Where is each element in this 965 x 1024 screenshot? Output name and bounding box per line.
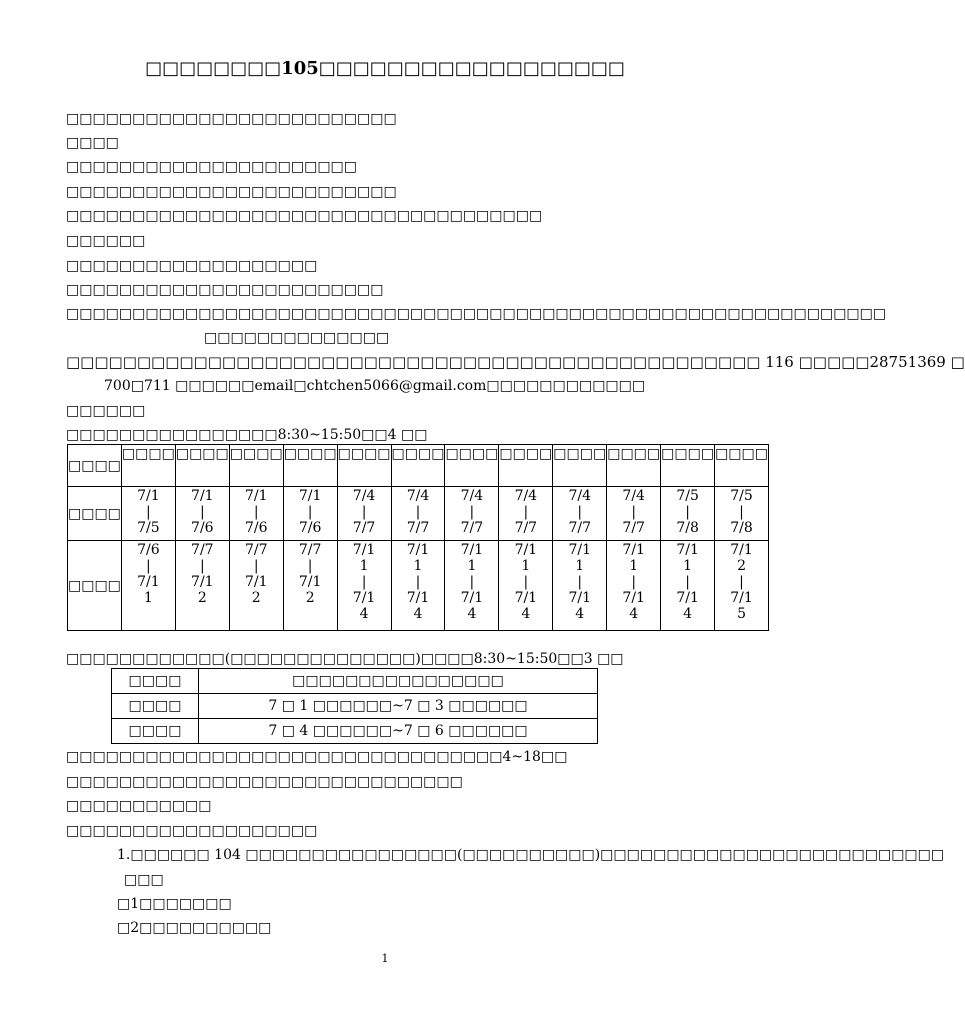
text-line: □2□□□□□□□□□□ bbox=[117, 920, 272, 936]
date-cell: 7/1 1 | 7/1 4 bbox=[445, 541, 499, 631]
text-line: □□□ bbox=[124, 872, 164, 888]
date-cell: 7/7 | 7/1 2 bbox=[175, 541, 229, 631]
table-header-cell: □□□□ bbox=[445, 445, 499, 487]
text-line: □□□□□□ bbox=[66, 233, 146, 249]
text-line: □□□□□□□□□□□□□□□□□□□□□□□□□□□□□□□□□□□□□□□□□□□□□□□□□ 116 □□□□□28751369 □ bbox=[66, 353, 965, 371]
date-cell: 7/1 2 | 7/1 5 bbox=[715, 541, 769, 631]
date-cell: 7/4 | 7/7 bbox=[499, 487, 553, 541]
table-header-cell: □□□□ bbox=[715, 445, 769, 487]
table-cell: 7 □ 4 □□□□□□~7 □ 6 □□□□□□ bbox=[199, 719, 598, 744]
text-line: 1.□□□□□□ 104 □□□□□□□□□□□□□□□□(□□□□□□□□□□)□□□□□□□□□□□□□□□□□□□□□□□□□□ bbox=[117, 847, 945, 863]
document-title: □□□□□□□□105□□□□□□□□□□□□□□□□□□ bbox=[145, 58, 625, 79]
text-line: □□□□□□□□□□□□□□□□□□□ bbox=[66, 823, 318, 839]
schedule-table bbox=[67, 444, 769, 631]
date-cell: 7/1 1 | 7/1 4 bbox=[607, 541, 661, 631]
row-label: □□□□ bbox=[68, 541, 122, 631]
row-label: □□□□ bbox=[68, 487, 122, 541]
table-header-cell: □□□□ bbox=[337, 445, 391, 487]
date-cell: 7/1 | 7/6 bbox=[229, 487, 283, 541]
table-header-cell: □□□□ bbox=[68, 445, 122, 487]
table-header-cell: □□□□ bbox=[391, 445, 445, 487]
date-cell: 7/1 1 | 7/1 4 bbox=[337, 541, 391, 631]
text-line: □□□□□□□□□□□□□□□□□□□□□□ bbox=[66, 159, 358, 175]
table-header-cell: □□□□ bbox=[499, 445, 553, 487]
date-cell: 7/1 1 | 7/1 4 bbox=[553, 541, 607, 631]
session-table bbox=[111, 668, 598, 744]
date-cell: 7/4 | 7/7 bbox=[607, 487, 661, 541]
text-line: □□□□□□□□□□□□□□□□□□□□□□□□□ bbox=[66, 111, 397, 127]
date-cell: 7/4 | 7/7 bbox=[445, 487, 499, 541]
date-cell: 7/4 | 7/7 bbox=[553, 487, 607, 541]
table-cell: 7 □ 1 □□□□□□~7 □ 3 □□□□□□ bbox=[199, 694, 598, 719]
text-line: □□□□□□□□□□□□□□□□□□□□□□□□□□□□□□□□□4~18□□ bbox=[66, 749, 568, 765]
text-line: □□□□□□□□□□□□□□□□□□□ bbox=[66, 258, 318, 274]
date-cell: 7/1 | 7/5 bbox=[121, 487, 175, 541]
text-line: □1□□□□□□□ bbox=[117, 896, 232, 912]
date-cell: 7/4 | 7/7 bbox=[337, 487, 391, 541]
date-cell: 7/1 1 | 7/1 4 bbox=[661, 541, 715, 631]
table-header-cell: □□□□ bbox=[229, 445, 283, 487]
text-line: □□□□□□□□□□□□□□□□□□□□□□□□□□□□□□ bbox=[66, 774, 463, 790]
text-line: □□□□□□□□□□□□□□□□□□□□□□□□□□□□□□□□□□□□□□□□□□□□□□□□□□□□□□□□□□□□□□ bbox=[66, 306, 887, 322]
page-number: 1 bbox=[381, 952, 389, 965]
table-header-cell: □□□□ bbox=[175, 445, 229, 487]
date-cell: 7/7 | 7/1 2 bbox=[283, 541, 337, 631]
date-cell: 7/7 | 7/1 2 bbox=[229, 541, 283, 631]
date-cell: 7/5 | 7/8 bbox=[715, 487, 769, 541]
text-line: □□□□□□□□□□□□□□□□□□□□□□□□□□□□□□□□□□□□ bbox=[66, 208, 543, 224]
date-cell: 7/5 | 7/8 bbox=[661, 487, 715, 541]
text-line: □□□□□□ bbox=[66, 403, 146, 419]
date-cell: 7/1 1 | 7/1 4 bbox=[391, 541, 445, 631]
date-cell: 7/6 | 7/1 1 bbox=[121, 541, 175, 631]
text-line: □□□□□□□□□□□□(□□□□□□□□□□□□□□)□□□□8:30~15:50□□3 □□ bbox=[66, 651, 624, 667]
table-header-cell: □□□□ bbox=[112, 669, 199, 694]
date-cell: 7/1 | 7/6 bbox=[283, 487, 337, 541]
table-cell: □□□□ bbox=[112, 719, 199, 744]
date-cell: 7/1 1 | 7/1 4 bbox=[499, 541, 553, 631]
table-cell: □□□□ bbox=[112, 694, 199, 719]
table-header-cell: □□□□ bbox=[283, 445, 337, 487]
text-line: □□□□□□□□□□□□□□□□□□□□□□□□□ bbox=[66, 184, 397, 200]
table-header-cell: □□□□ bbox=[607, 445, 661, 487]
text-line: □□□□□□□□□□□□□□ bbox=[204, 330, 390, 346]
text-line: □□□□ bbox=[66, 135, 119, 151]
table-header-cell: □□□□ bbox=[553, 445, 607, 487]
date-cell: 7/4 | 7/7 bbox=[391, 487, 445, 541]
table-header-cell: □□□□ bbox=[121, 445, 175, 487]
table-header-cell: □□□□□□□□□□□□□□□□ bbox=[199, 669, 598, 694]
text-line: □□□□□□□□□□□□□□□□8:30~15:50□□4 □□ bbox=[66, 427, 428, 443]
text-line: □□□□□□□□□□□□□□□□□□□□□□□□ bbox=[66, 282, 384, 298]
text-line: □□□□□□□□□□□ bbox=[66, 798, 212, 814]
table-header-cell: □□□□ bbox=[661, 445, 715, 487]
text-line: 700□711 □□□□□□email□chtchen5066@gmail.com□□□□□□□□□□□□ bbox=[104, 378, 646, 394]
date-cell: 7/1 | 7/6 bbox=[175, 487, 229, 541]
